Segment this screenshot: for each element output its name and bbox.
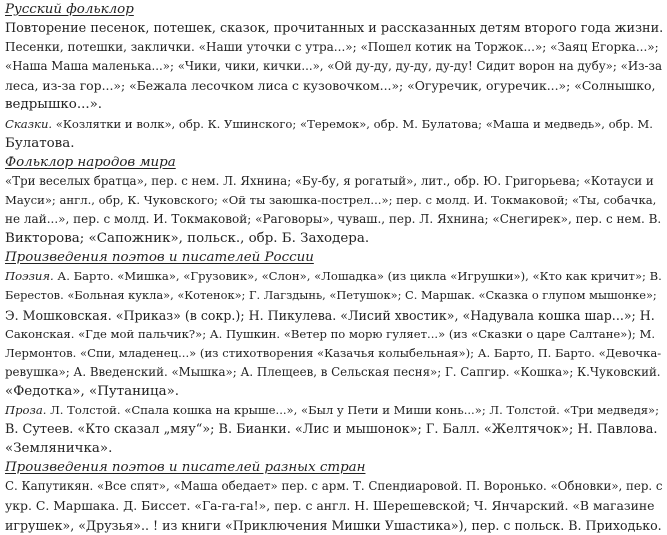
text-line: «Земляничка». bbox=[5, 441, 113, 457]
text-line bbox=[5, 401, 663, 420]
text-line: Саконская. «Где мой пальчик?»; А. Пушкин. «Ветер по морю гуляет...» (из «Сказки о царе Салтане»); М. bbox=[5, 326, 656, 341]
text-line: укр. С. Маршака. Д. Биссет. «Га-га-га!», пер. с англ. Н. Шерешевской; Ч. Янчарский. «В магазине bbox=[5, 498, 655, 514]
section-heading: Произведения поэтов и писателей России bbox=[5, 250, 314, 266]
text-line: леса, из-за гор...»; «Бежала лесочком лиса с кузовочком...»; «Огуречик, огуречик...»; «Солнышко, bbox=[5, 78, 656, 94]
text-line: Повторение песенок, потешек, сказок, прочитанных и рассказанных детям второго года жизни. bbox=[5, 21, 664, 37]
text-line: С. Капутикян. «Все спят», «Маша обедает» пер. с арм. Т. Спендиаровой. П. Воронько. «Обновки», пер. с bbox=[5, 479, 663, 494]
text-line: В. Сутеев. «Кто сказал „мяу“»; В. Бианки. «Лис и мышонок»; Г. Балл. «Желтячок»; Н. Павлова. bbox=[5, 422, 658, 438]
section-heading: Русский фольклор bbox=[5, 2, 134, 17]
text-line: Булатова. bbox=[5, 135, 75, 151]
text-line: Мауси»; англ., обр, К. Чуковского; «Ой ты заюшка-пострел...»; пер. с молд. И. Токмаковой; «Ты, собачка, bbox=[5, 192, 657, 207]
text-line-body: А. Барто. «Мишка», «Грузовик», «Слон», «Лошадка» (из цикла «Игрушки»), «Кто как кричит»; В. bbox=[53, 269, 662, 284]
text-line: игрушек», «Друзья».. ! из книги «Приключения Мишки Ушастика»), пер. с польск. В. Приходько. bbox=[5, 517, 662, 533]
section-heading: Произведения поэтов и писателей разных стран bbox=[5, 460, 366, 476]
text-line: Э. Мошковская. «Приказ» (в сокр.); Н. Пикулева. «Лисий хвостик», «Надувала кошка шар...»; Н. bbox=[5, 307, 655, 323]
text-line: Берестов. «Больная кукла», «Котенок»; Г. Лагздынь, «Петушок»; С. Маршак. «Сказка о глупом мышонке»; bbox=[5, 288, 657, 303]
text-line: ведрышко...». bbox=[5, 97, 103, 113]
text-line bbox=[5, 115, 663, 134]
text-line: Песенки, потешки, заклички. «Наши уточки с утра...»; «Пошел котик на Торжок...»; «Заяц Егорка...»; bbox=[5, 40, 659, 55]
text-line: Лермонтов. «Спи, младенец...» (из стихотворения «Казачья колыбельная»); А. Барто, П. Барто. «Девочка- bbox=[5, 345, 662, 360]
section-heading: Фольклор народов мира bbox=[5, 154, 176, 170]
text-line-body: Л. Толстой. «Спала кошка на крыше...», «Был у Пети и Миши конь...»; Л. Толстой. «Три медведя»; bbox=[46, 402, 660, 417]
text-line: «Наша Маша маленька...»; «Чики, чики, кички...», «Ой ду-ду, ду-ду, ду-ду! Сидит ворон на дубу»; «Из-за bbox=[5, 59, 662, 74]
genre-label: Сказки. bbox=[5, 116, 53, 131]
genre-label: Проза. bbox=[5, 402, 47, 417]
text-line: «Три веселых братца», пер. с нем. Л. Яхнина; «Бу-бу, я рогатый», лит., обр. Ю. Григорьева; «Котауси и bbox=[5, 173, 654, 188]
genre-label: Поэзия. bbox=[5, 269, 54, 284]
text-line: не лай...», пер. с молд. И. Токмаковой; «Раговоры», чуваш., пер. Л. Яхнина; «Снегирек», пер. с нем. В. bbox=[5, 212, 662, 227]
text-line-body: «Козлятки и волк», обр. К. Ушинского; «Теремок», обр. М. Булатова; «Маша и медведь», обр. М. bbox=[52, 116, 653, 131]
text-line: ревушка»; А. Введенский. «Мышка»; А. Плещеев, в Сельская песня»; Г. Сапгир. «Кошка»; К.Чуковский. bbox=[5, 364, 661, 379]
text-line: Викторова; «Сапожник», польск., обр. Б. Заходера. bbox=[5, 231, 370, 247]
text-line: «Федотка», «Путаница». bbox=[5, 383, 180, 399]
text-line bbox=[5, 267, 663, 286]
